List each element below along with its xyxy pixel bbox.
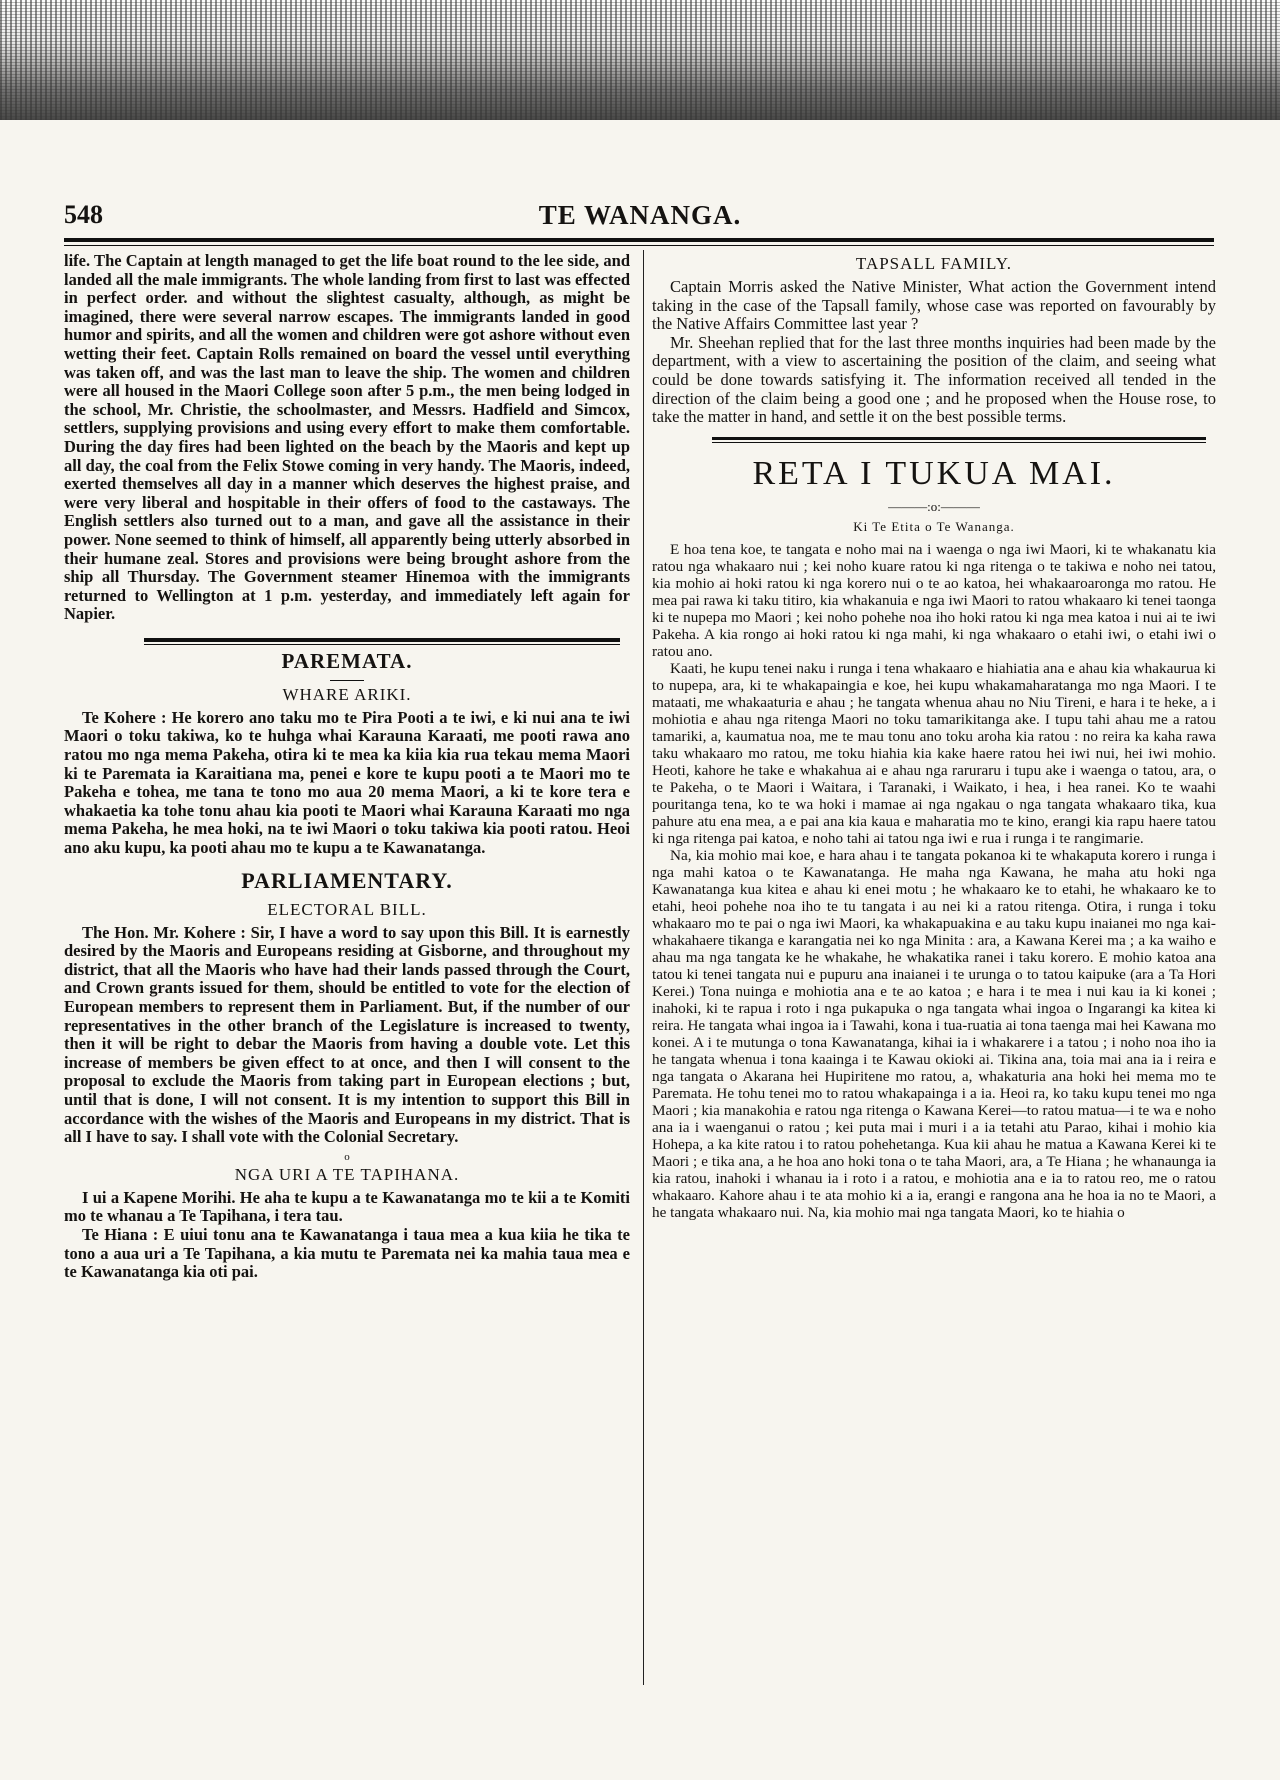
- whare-ariki-heading: WHARE ARIKI.: [282, 684, 412, 704]
- tapsall-paragraph-1: Captain Morris asked the Native Minister, What action the Government intend taking in the case of the Tapsall family, whose case was reported on favourably by the Native Affairs Committee last year ?: [652, 277, 1216, 334]
- letter-body: [652, 541, 1216, 1221]
- left-column: [64, 252, 630, 1282]
- header-rule: [64, 238, 1214, 242]
- page-header: [64, 200, 1216, 240]
- editor-address: Ki Te Etita o Te Wananga.: [853, 518, 1015, 534]
- reta-divider: [712, 437, 1206, 440]
- column-separator: [643, 250, 644, 1685]
- right-column: [652, 252, 1216, 1221]
- electoral-bill-heading: ELECTORAL BILL.: [267, 899, 427, 919]
- scan-noise-band: [0, 0, 1280, 120]
- page-number: 548: [64, 200, 103, 229]
- reta-divider-thin: [712, 442, 1206, 443]
- section-divider-thin: [144, 644, 620, 645]
- reta-separator: ———:o:———: [888, 498, 980, 514]
- nga-uri-paragraph-2: Te Hiana : E uiui tonu ana te Kawanatanga i taua mea a kua kiia he tika te tono a aua uri a Te Tapihana, a kia mutu te Paremata nei ka mahia taua mea e te Kawanatanga kia oti pai.: [64, 1224, 630, 1282]
- electoral-paragraph: The Hon. Mr. Kohere : Sir, I have a word to say upon this Bill. It is earnestly desired by the Maoris and Europeans residing at Gisborne, and throughout my district, that all the Maoris who have had their lands passed through the Court, and Crown grants issued for them, should be entitled to vote for the election of European members to represent them in Parliament. But, if the number of our representatives in the other branch of the Legislature is increased to twenty, then it will be right to debar the Maoris from having a double vote. Let this increase of members be given effect to at once, and then I will consent to the proposal to exclude the Maoris from taking part in European elections ; but, until that is done, I will not consent. It is my intention to support this Bill in accordance with the wishes of the Maoris and Europeans in my district. That is all I have to say. I shall vote with the Colonial Secretary.: [64, 922, 630, 1147]
- nga-uri-heading: NGA URI A TE TAPIHANA.: [234, 1164, 460, 1184]
- masthead-title: TE WANANGA.: [538, 200, 742, 230]
- letter-paragraph-3: Na, kia mohio mai koe, e hara ahau i te tangata pokanoa ki te whakaputa korero i runga i nga mahi katoa o te Kawanatanga. He maha nga Kawana, he maha atu hoki nga Kawanatanga kua kitea e ahau ki enei motu ; he whakaaro ke to etahi, he whakaaro ke to etahi, heoi pohehe noa iho te tu tangata i au nei ki a ratou ritenga. Otira, i runga i toku whakaaro mo te pai o nga iwi Maori, ka whakapuakina e au taku kupu inaianei mo nga kai-whakahaere tikanga e karangatia nei ko nga Minita : ara, a Kawana Kerei ma ; a ka waiho e ahau ma nga tangata ke he whakahe, he whakatika ranei i taku korero. E mohio katoa ana tatou ki tenei tangata nui e pupuru ana inaianei i te urunga o to tatou kaipuke (ara a Ta Hori Kerei.) Tona nuinga e mohiotia ana e te ao katoa ; e hara i te mea i nui kau ia ki konei ; inahoki, ki te rapua i roto i nga pukapuka o nga tangata whai ingoa o Ingarangi ka kitea ki reira. He tangata whai ingoa ia i Tawahi, kona i tua-ruatia ai tona taenga mai hei Kawana mo konei. A i te mutunga o tona Kawanatanga, kihai ia i whakarere i a tatou ; i noho noa iho ia he tangata whenua i tona kaainga i te Kawau okioki ai. Tikina ana, toia mai ana ia i reira e nga tangata o Akarana hei Hupiritene mo ratou, a, whakaturia ana hoki hei mema mo te Paremata. He tohu tenei mo to ratou whakapainga i a ia. Heoi ra, ko taku kupu tenei mo nga Maori ; kia manakohia e ratou nga ritenga o Kawana Kerei—to ratou matua—i te wa e noho ana ia i waenganui o ratou ; kei puta mai i muri i a ia tetahi atu Parao, kihai i mohio kia Hohepa, a ka kite ratou i to ratou pohehetanga. Kua kii ahau he matua a Kawana Kerei ki te Maori ; e tika ana, a he hoa ano hoki tona o te taha Maori, ara, a Te Hiana ; he whanaunga ia kia ratou, inahoki i whanau ia i roto i a ratou, e mohiotia ana e ia to ratou reo, me o ratou whakaaro. Kahore ahau i te ata mohio ki a ia, erangi e rangona ana he hoa ia no te Maori, a he tangata whakaaro nui. Na, kia mohio mai nga tangata Maori, ko te hiahia o: [652, 846, 1216, 1221]
- header-rule-thin: [64, 245, 1214, 246]
- nga-uri-paragraph-1: I ui a Kapene Morihi. He aha te kupu a te Kawanatanga mo te kii a te Komiti mo te whanau a Te Tapihana, i tera tau.: [64, 1187, 630, 1226]
- paremata-paragraph: Te Kohere : He korero ano taku mo te Pira Pooti a te iwi, e ki nui ana te iwi Maori o toku takiwa, ko te huhga whai Karauna Karaati, me pooti rawa ano ratou mo nga mema Pakeha, otira ki te mea ka kiia kia rua tekau mema Maori ki te Paremata ia Karaitiana ma, penei e kore te kupu pooti a te Maori mo te Pakeha e tohea, me tana te tono mo aua 20 mema Maori, a ki te kore tera e whakaetia ka tohe tonu ahau kia pooti te Maori whai Karauna Karaati mo nga mema Pakeha, he mea hoki, na te iwi Maori o toku takiwa kia pooti ratou. Heoi ano aku kupu, ka pooti ahau mo te kupu a te Kawanatanga.: [64, 707, 630, 858]
- small-separator: o: [344, 1150, 350, 1163]
- section-divider: [144, 638, 620, 642]
- tapsall-paragraph-2: Mr. Sheehan replied that for the last three months inquiries had been made by the department, with a view to ascertaining the position of the claim, and seeing what could be done towards satisfying it. The information received all tended in the direction of the claim being a good one ; and he proposed when the House rose, to take the matter in hand, and settle it on the best possible terms.: [652, 332, 1216, 427]
- letter-paragraph-1: E hoa tena koe, te tangata e noho mai na i waenga o nga iwi Maori, ki te whakanatu kia ratou nga whakaaro nui ; kei noho kuare ratou ki nga ritenga o te takiwa e noho nei tatou, kia mohio ai hoki ratou ki nga korero nui o te ao katoa, hei whakaaroaronga mo ratou. He mea pai rawa ki taku titiro, kia whakanuia e nga iwi Maori to ratou whakaaro ki tenei taonga ki te nupepa mo Maori ; kei noho pohehe noa iho hoki ratou ki nga mea katoa i nui ai te iwi Pakeha. A kia rongo ai hoki ratou ki nga mahi, ki nga whakaaro o etahi iwi, o etahi iwi o ratou ano.: [652, 540, 1216, 660]
- reta-heading: RETA I TUKUA MAI.: [752, 454, 1116, 492]
- letter-paragraph-2: Kaati, he kupu tenei naku i runga i tena whakaaro e hiahiatia ana e ahau kia whakaurua ki to nupepa, ara, ki te whakapaingia e koe, hei kupu whakamaharatanga mo nga Maori. I te mataati, me whakaaturia e ahau ; he tangata whenua ahau no Niu Tireni, e hara i te heke, a i mohiotia e ahau nga ritenga Maori no toku tamarikitanga ake. I tupu tahi ahau me a ratou tamariki, a, kaumatua noa, me te mau tonu ano toku aroha kia ratou : no reira ka kaha rawa taku whakaaro mo ratou, me toku hiahia kia kake haere ratou hei iwi nui, hei iwi mohio. Heoti, kahore he take e whakahua ai e ahau nga raruraru i tupu ake i waenga o tatou, ara, o te Pakeha, o te Maori i Waitara, i Taranaki, i Waikato, i hea, i hea ranei. Ko te waahi pouritanga tena, ko te wa hoki i mamae ai nga ngakau o nga tangata whakaaro tika, kua pahure atu ena mea, a e pai ana kia kaua e maharatia mo te kino, erangi kia rapu haere tatou ki nga ritenga pai katoa, e noho tahi ai tatou nga iwi e rua i runga i te rangimarie.: [652, 659, 1216, 847]
- paremata-heading: PAREMATA.: [281, 648, 413, 673]
- tapsall-heading: TAPSALL FAMILY.: [855, 254, 1013, 273]
- parliamentary-heading: PARLIAMENTARY.: [241, 867, 453, 893]
- shipwreck-article: life. The Captain at length managed to get the life boat round to the lee side, and landed all the male immigrants. The whole landing from first to last was effected in perfect order. and without the slightest casualty, although, as might be imagined, there were several narrow escapes. The immigrants landed in good humor and spirits, and all the women and children were got ashore without even wetting their feet. Captain Rolls remained on board the vessel until everything was taken off, and was the last man to leave the ship. The women and children were all housed in the Maori College soon after 5 p.m., the men being lodged in the school, Mr. Christie, the schoolmaster, and Messrs. Hadfield and Simcox, settlers, supplying provisions and using every effort to make them comfortable. During the day fires had been lighted on the beach by the Maoris and kept up all day, the coal from the Felix Stowe coming in very handy. The Maoris, indeed, exerted themselves all day in a manner which deserves the highest praise, and were very liberal and hospitable in their offers of food to the castaways. The English settlers also turned out to a man, and gave all the assistance in their power. None seemed to think of himself, all apparently being utterly absorbed in their humane zeal. Stores and provisions were being brought ashore from the ship all Thursday. The Government steamer Hinemoa with the immigrants returned to Wellington at 1 p.m. yesterday, and immediately left again for Napier.: [64, 251, 630, 624]
- short-divider: [330, 680, 364, 681]
